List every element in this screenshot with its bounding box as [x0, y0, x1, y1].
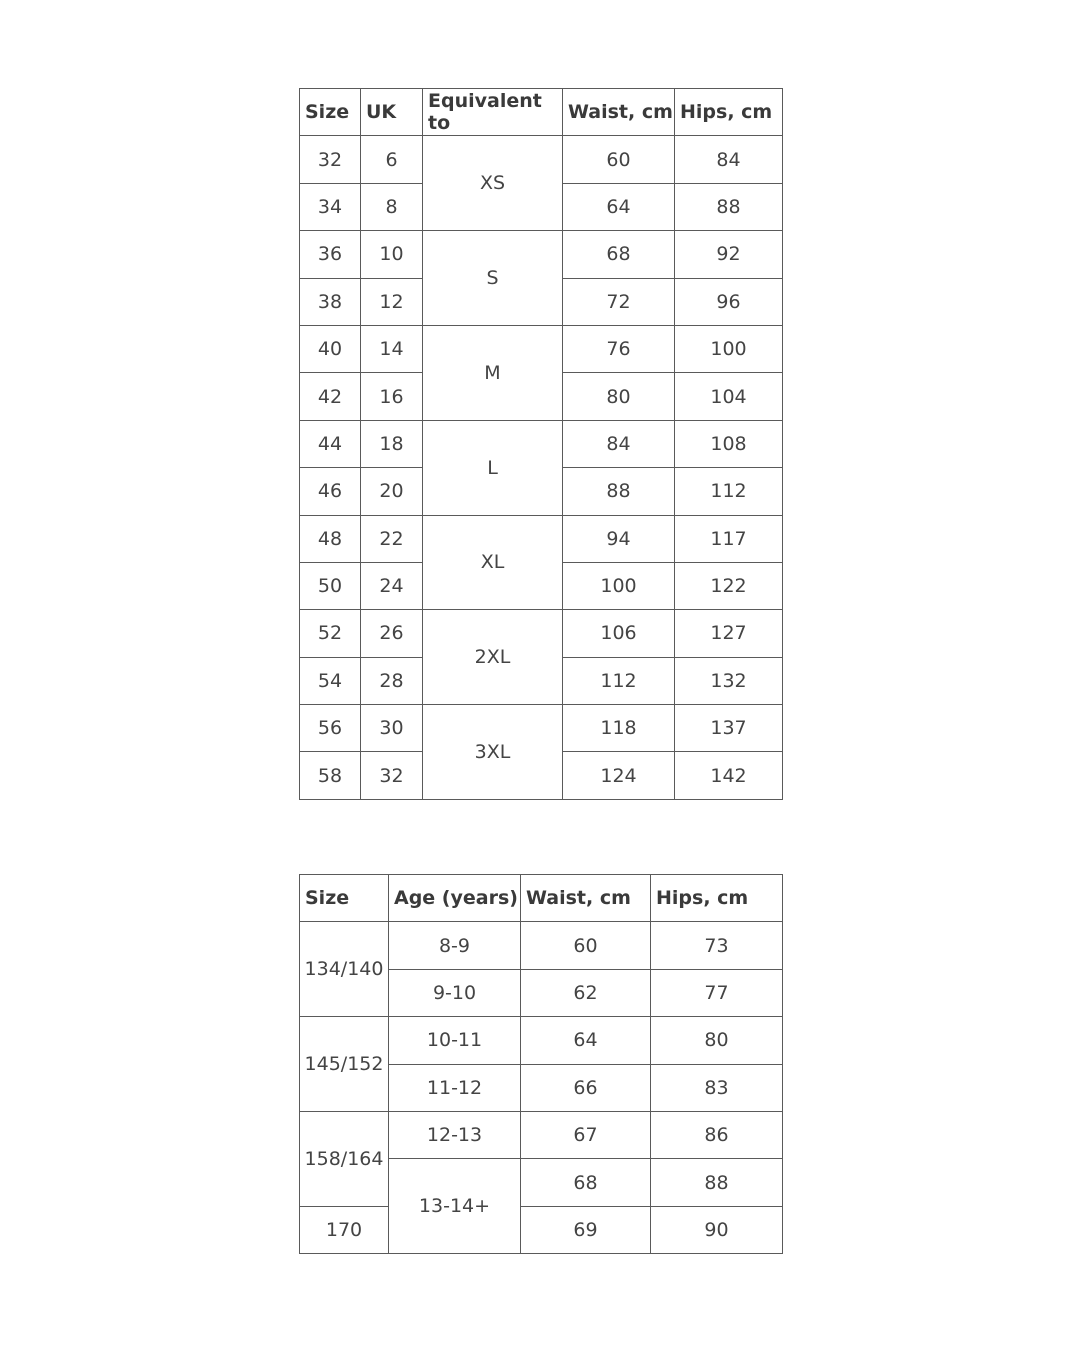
age-cell: 13-14+ — [389, 1159, 521, 1254]
waist-cell: 112 — [563, 657, 675, 704]
waist-cell: 67 — [521, 1111, 651, 1158]
table-row — [300, 1206, 783, 1253]
table-row — [300, 705, 783, 752]
age-cell: 8-9 — [389, 922, 521, 969]
waist-cell: 84 — [563, 420, 675, 467]
adult-size-chart — [299, 88, 783, 800]
equivalent-cell: L — [423, 420, 563, 515]
uk-cell: 10 — [361, 231, 423, 278]
hips-cell: 100 — [675, 325, 783, 372]
waist-cell: 94 — [563, 515, 675, 562]
table-row — [300, 136, 783, 183]
size-cell: 38 — [300, 278, 361, 325]
hips-cell: 88 — [651, 1159, 783, 1206]
uk-cell: 24 — [361, 562, 423, 609]
table-header-row — [300, 875, 783, 922]
hips-cell: 104 — [675, 373, 783, 420]
hips-cell: 88 — [675, 183, 783, 230]
hips-cell: 112 — [675, 468, 783, 515]
hips-cell: 92 — [675, 231, 783, 278]
waist-cell: 64 — [521, 1017, 651, 1064]
equivalent-cell: XS — [423, 136, 563, 231]
waist-cell: 118 — [563, 705, 675, 752]
waist-cell: 68 — [521, 1159, 651, 1206]
waist-cell: 80 — [563, 373, 675, 420]
hips-cell: 132 — [675, 657, 783, 704]
size-cell: 42 — [300, 373, 361, 420]
waist-cell: 88 — [563, 468, 675, 515]
equivalent-cell: S — [423, 231, 563, 326]
table-row — [300, 515, 783, 562]
uk-cell: 28 — [361, 657, 423, 704]
uk-cell: 30 — [361, 705, 423, 752]
waist-cell: 68 — [563, 231, 675, 278]
hips-cell: 96 — [675, 278, 783, 325]
hips-cell: 117 — [675, 515, 783, 562]
header-uk: UK — [361, 89, 423, 136]
uk-cell: 18 — [361, 420, 423, 467]
table-row — [300, 1111, 783, 1158]
size-cell: 56 — [300, 705, 361, 752]
size-cell: 36 — [300, 231, 361, 278]
size-cell: 134/140 — [300, 922, 389, 1017]
table-row — [300, 1017, 783, 1064]
size-cell: 46 — [300, 468, 361, 515]
hips-cell: 127 — [675, 610, 783, 657]
size-cell: 158/164 — [300, 1111, 389, 1206]
header-hips: Hips, cm — [651, 875, 783, 922]
size-cell: 48 — [300, 515, 361, 562]
hips-cell: 137 — [675, 705, 783, 752]
uk-cell: 16 — [361, 373, 423, 420]
size-cell: 50 — [300, 562, 361, 609]
size-cell: 52 — [300, 610, 361, 657]
uk-cell: 26 — [361, 610, 423, 657]
table-row — [300, 922, 783, 969]
age-cell: 12-13 — [389, 1111, 521, 1158]
waist-cell: 69 — [521, 1206, 651, 1253]
equivalent-cell: M — [423, 325, 563, 420]
equivalent-cell: 3XL — [423, 705, 563, 800]
hips-cell: 80 — [651, 1017, 783, 1064]
table-row — [300, 420, 783, 467]
hips-cell: 84 — [675, 136, 783, 183]
age-cell: 10-11 — [389, 1017, 521, 1064]
header-size: Size — [300, 89, 361, 136]
size-cell: 170 — [300, 1206, 389, 1253]
hips-cell: 83 — [651, 1064, 783, 1111]
equivalent-cell: XL — [423, 515, 563, 610]
waist-cell: 60 — [521, 922, 651, 969]
age-cell: 11-12 — [389, 1064, 521, 1111]
size-cell: 145/152 — [300, 1017, 389, 1112]
uk-cell: 32 — [361, 752, 423, 799]
hips-cell: 108 — [675, 420, 783, 467]
size-cell: 34 — [300, 183, 361, 230]
size-cell: 32 — [300, 136, 361, 183]
waist-cell: 72 — [563, 278, 675, 325]
header-waist: Waist, cm — [563, 89, 675, 136]
equivalent-cell: 2XL — [423, 610, 563, 705]
size-cell: 44 — [300, 420, 361, 467]
uk-cell: 20 — [361, 468, 423, 515]
hips-cell: 73 — [651, 922, 783, 969]
age-cell: 9-10 — [389, 969, 521, 1016]
hips-cell: 77 — [651, 969, 783, 1016]
waist-cell: 106 — [563, 610, 675, 657]
uk-cell: 14 — [361, 325, 423, 372]
uk-cell: 6 — [361, 136, 423, 183]
uk-cell: 12 — [361, 278, 423, 325]
waist-cell: 66 — [521, 1064, 651, 1111]
header-age: Age (years) — [389, 875, 521, 922]
table-row — [300, 610, 783, 657]
header-equivalent: Equivalent to — [423, 89, 563, 136]
hips-cell: 86 — [651, 1111, 783, 1158]
waist-cell: 64 — [563, 183, 675, 230]
header-size: Size — [300, 875, 389, 922]
table-row — [300, 325, 783, 372]
waist-cell: 100 — [563, 562, 675, 609]
waist-cell: 76 — [563, 325, 675, 372]
header-hips: Hips, cm — [675, 89, 783, 136]
waist-cell: 60 — [563, 136, 675, 183]
table-header-row — [300, 89, 783, 136]
hips-cell: 122 — [675, 562, 783, 609]
hips-cell: 90 — [651, 1206, 783, 1253]
hips-cell: 142 — [675, 752, 783, 799]
header-waist: Waist, cm — [521, 875, 651, 922]
table-row — [300, 231, 783, 278]
waist-cell: 124 — [563, 752, 675, 799]
waist-cell: 62 — [521, 969, 651, 1016]
size-cell: 54 — [300, 657, 361, 704]
kids-size-chart — [299, 874, 783, 1254]
uk-cell: 22 — [361, 515, 423, 562]
size-cell: 40 — [300, 325, 361, 372]
uk-cell: 8 — [361, 183, 423, 230]
size-cell: 58 — [300, 752, 361, 799]
